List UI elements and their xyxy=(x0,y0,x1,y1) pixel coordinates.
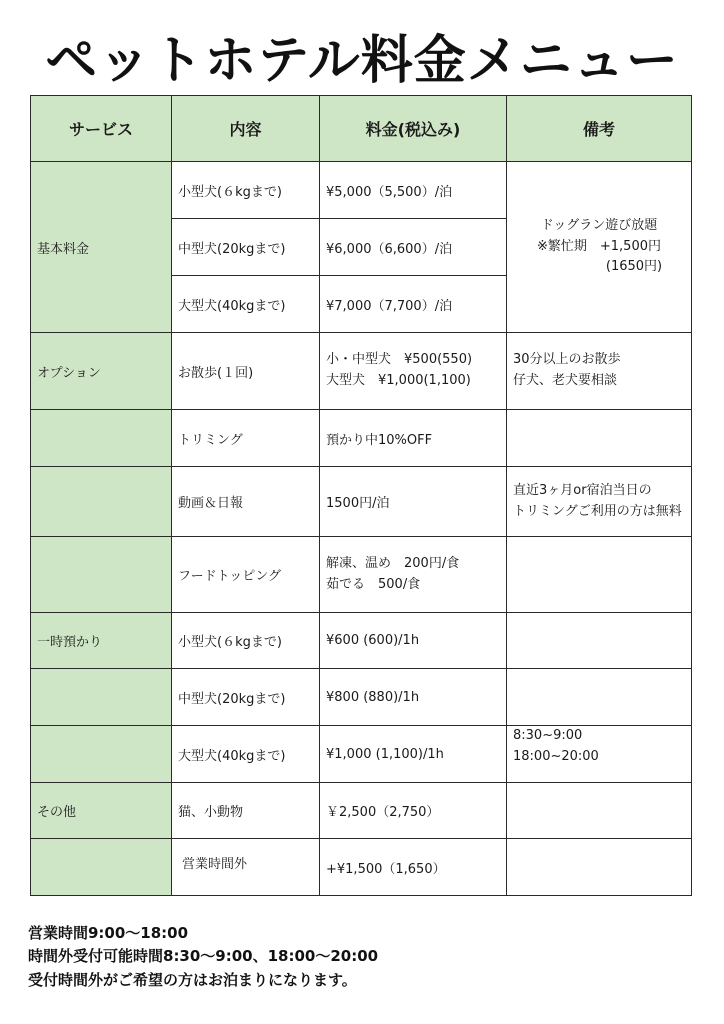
content-cell: 営業時間外 xyxy=(172,839,320,896)
header-content: 内容 xyxy=(172,96,320,162)
price-cell: ¥5,000（5,500）/泊 xyxy=(320,162,507,219)
content-cell: お散歩(１回) xyxy=(172,333,320,410)
price-line: 解凍、温め 200円/食 xyxy=(326,555,460,571)
service-empty xyxy=(31,537,172,613)
price-cell: 預かり中10%OFF xyxy=(320,410,507,467)
note-line: (1650円) xyxy=(605,259,663,275)
note-cell xyxy=(507,537,692,613)
price-cell: ¥6,000（6,600）/泊 xyxy=(320,219,507,276)
content-cell: 大型犬(40kgまで) xyxy=(172,276,320,333)
content-cell: 猫、小動物 xyxy=(172,783,320,839)
content-cell: 動画＆日報 xyxy=(172,467,320,537)
content-cell: 大型犬(40kgまで) xyxy=(172,726,320,783)
note-line: 18:00~20:00 xyxy=(513,748,599,764)
content-cell: 小型犬(６kgまで) xyxy=(172,162,320,219)
table-row xyxy=(31,333,692,410)
table-row xyxy=(31,839,692,896)
note-line: ※繁忙期 +1,500円 xyxy=(536,238,661,254)
table-row xyxy=(31,537,692,613)
price-cell: ￥2,500（2,750） xyxy=(320,783,507,839)
content-cell: 中型犬(20kgまで) xyxy=(172,669,320,726)
table-row xyxy=(31,410,692,467)
service-temp: 一時預かり xyxy=(31,613,172,669)
footer-notes xyxy=(28,922,378,992)
note-line: トリミングご利用の方は無料 xyxy=(513,503,682,519)
price-line: 大型犬 ¥1,000(1,100) xyxy=(326,373,471,388)
note-cell xyxy=(507,726,692,783)
price-line: 茹でる 500/食 xyxy=(326,576,421,592)
service-empty xyxy=(31,669,172,726)
note-cell xyxy=(507,467,692,537)
service-basic: 基本料金 xyxy=(31,162,172,333)
note-cell xyxy=(507,410,692,467)
overnight-note: 受付時間外がご希望の方はお泊まりになります。 xyxy=(28,970,357,989)
price-cell xyxy=(320,537,507,613)
business-hours: 営業時間9:00～18:00 xyxy=(28,924,189,942)
page-title: ペットホテル料金メニュー xyxy=(45,31,679,91)
table-row xyxy=(31,669,692,726)
table-row xyxy=(31,783,692,839)
table-row xyxy=(31,726,692,783)
note-line: ドッグラン遊び放題 xyxy=(540,217,658,233)
price-cell: ¥600 (600)/1h xyxy=(320,613,507,669)
service-other: その他 xyxy=(31,783,172,839)
table-header-row xyxy=(31,96,692,162)
content-cell: フードトッピング xyxy=(172,537,320,613)
note-line: 30分以上のお散歩 xyxy=(513,352,621,368)
header-price: 料金(税込み) xyxy=(320,96,507,162)
service-empty xyxy=(31,726,172,783)
price-table xyxy=(30,95,692,896)
note-line: 仔犬、老犬要相談 xyxy=(513,373,618,388)
price-line: 小・中型犬 ¥500(550) xyxy=(326,352,473,368)
price-cell: ¥1,000 (1,100)/1h xyxy=(320,726,507,783)
price-cell: 1500円/泊 xyxy=(320,467,507,537)
note-line: 8:30~9:00 xyxy=(513,728,583,743)
note-cell xyxy=(507,613,692,669)
service-option: オプション xyxy=(31,333,172,410)
content-cell: 中型犬(20kgまで) xyxy=(172,219,320,276)
after-hours-reception: 時間外受付可能時間8:30～9:00、18:00～20:00 xyxy=(28,947,379,966)
note-cell xyxy=(507,783,692,839)
service-empty xyxy=(31,410,172,467)
table-row xyxy=(31,162,692,219)
content-cell: トリミング xyxy=(172,410,320,467)
service-empty xyxy=(31,839,172,896)
table-row xyxy=(31,613,692,669)
price-cell: ¥7,000（7,700）/泊 xyxy=(320,276,507,333)
header-note: 備考 xyxy=(507,96,692,162)
note-cell xyxy=(507,333,692,410)
price-cell xyxy=(320,333,507,410)
table-row xyxy=(31,467,692,537)
service-empty xyxy=(31,467,172,537)
note-line: 直近3ヶ月or宿泊当日の xyxy=(513,482,652,498)
note-cell xyxy=(507,669,692,726)
content-cell: 小型犬(６kgまで) xyxy=(172,613,320,669)
price-cell: +¥1,500（1,650） xyxy=(320,839,507,896)
note-cell xyxy=(507,839,692,896)
note-basic xyxy=(507,162,692,333)
header-service: サービス xyxy=(31,96,172,162)
price-cell: ¥800 (880)/1h xyxy=(320,669,507,726)
